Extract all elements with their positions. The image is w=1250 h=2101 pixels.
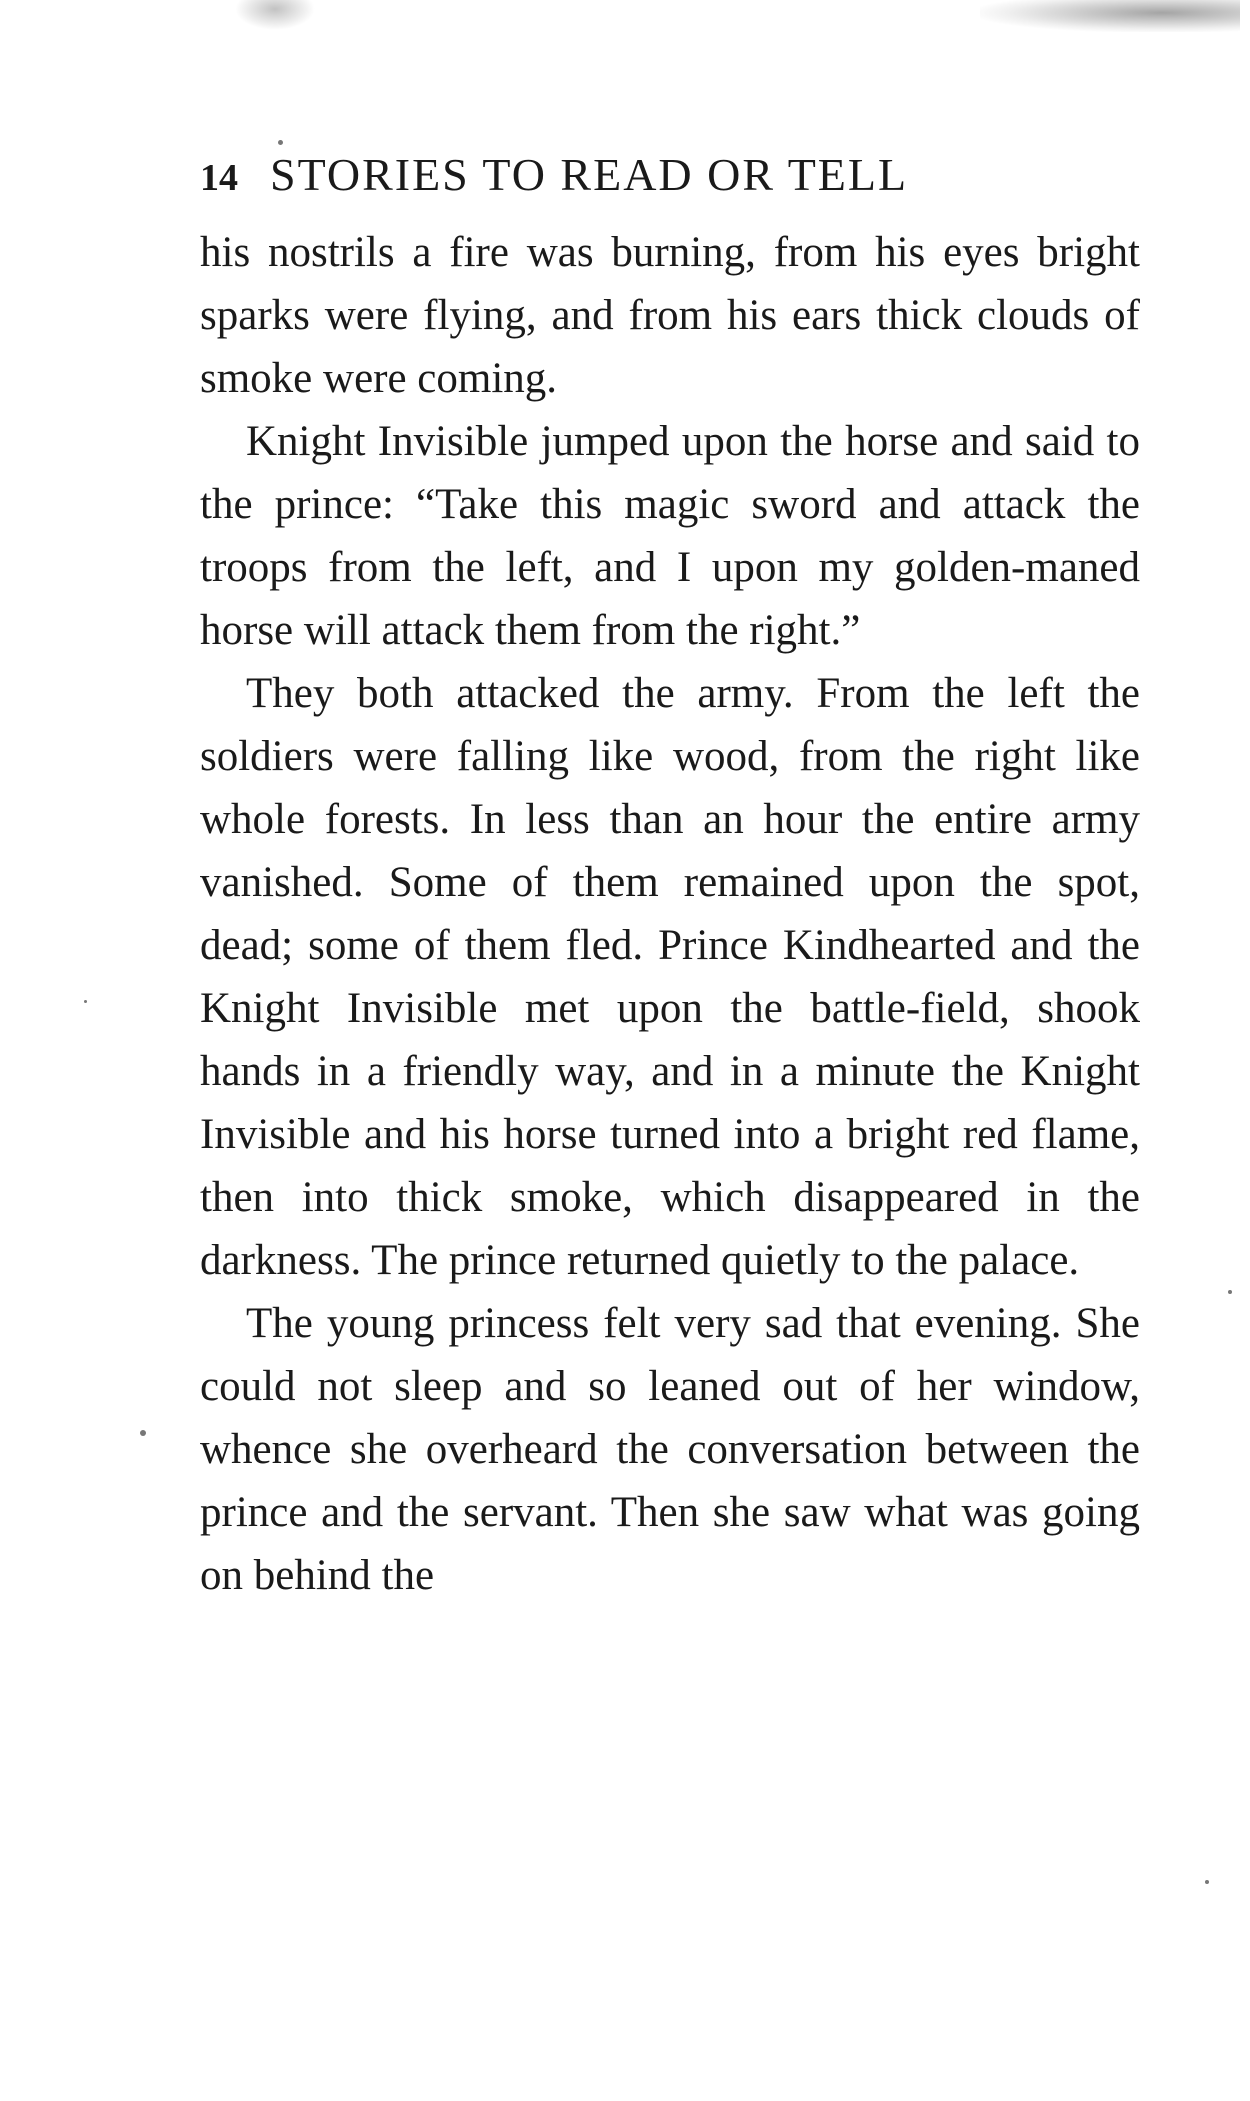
scan-speck (84, 1000, 87, 1003)
running-head: STORIES TO READ OR TELL (270, 149, 909, 200)
paragraph: The young princess felt very sad that evening. She could not sleep and so leaned out of her window, whence she overheard the conversation between the prince and the servant. Then she saw what was going on behind the (200, 1300, 1140, 1599)
scan-speck (140, 1430, 146, 1436)
book-page (200, 148, 1140, 1607)
page-header (200, 148, 1140, 201)
page-number: 14 (200, 157, 238, 199)
scan-speck (1205, 1880, 1209, 1884)
paragraph: They both attacked the army. From the left the soldiers were falling like wood, from the right like whole forests. In less than an hour the entire army vanished. Some of them remained upon the spot, dead; some of them fled. Prince Kindhearted and the Knight Invisible met upon the battle-field, shook hands in a friendly way, and in a minute the Knight Invisible and his horse turned into a bright red flame, then into thick smoke, which disappeared in the darkness. The prince returned quietly to the palace. (200, 670, 1140, 1284)
paragraph: his nostrils a fire was burning, from his eyes bright sparks were flying, and from his ears thick clouds of smoke were coming. (200, 229, 1140, 402)
scan-smudge-top-right (980, 0, 1240, 32)
body-text (200, 221, 1140, 1607)
scan-smudge-top-left (235, 0, 315, 30)
scan-speck (278, 140, 283, 145)
scan-speck (1228, 1290, 1232, 1294)
paragraph: Knight Invisible jumped upon the horse and said to the prince: “Take this magic sword and attack the troops from the left, and I upon my golden-maned horse will attack them from the right.” (200, 418, 1140, 654)
